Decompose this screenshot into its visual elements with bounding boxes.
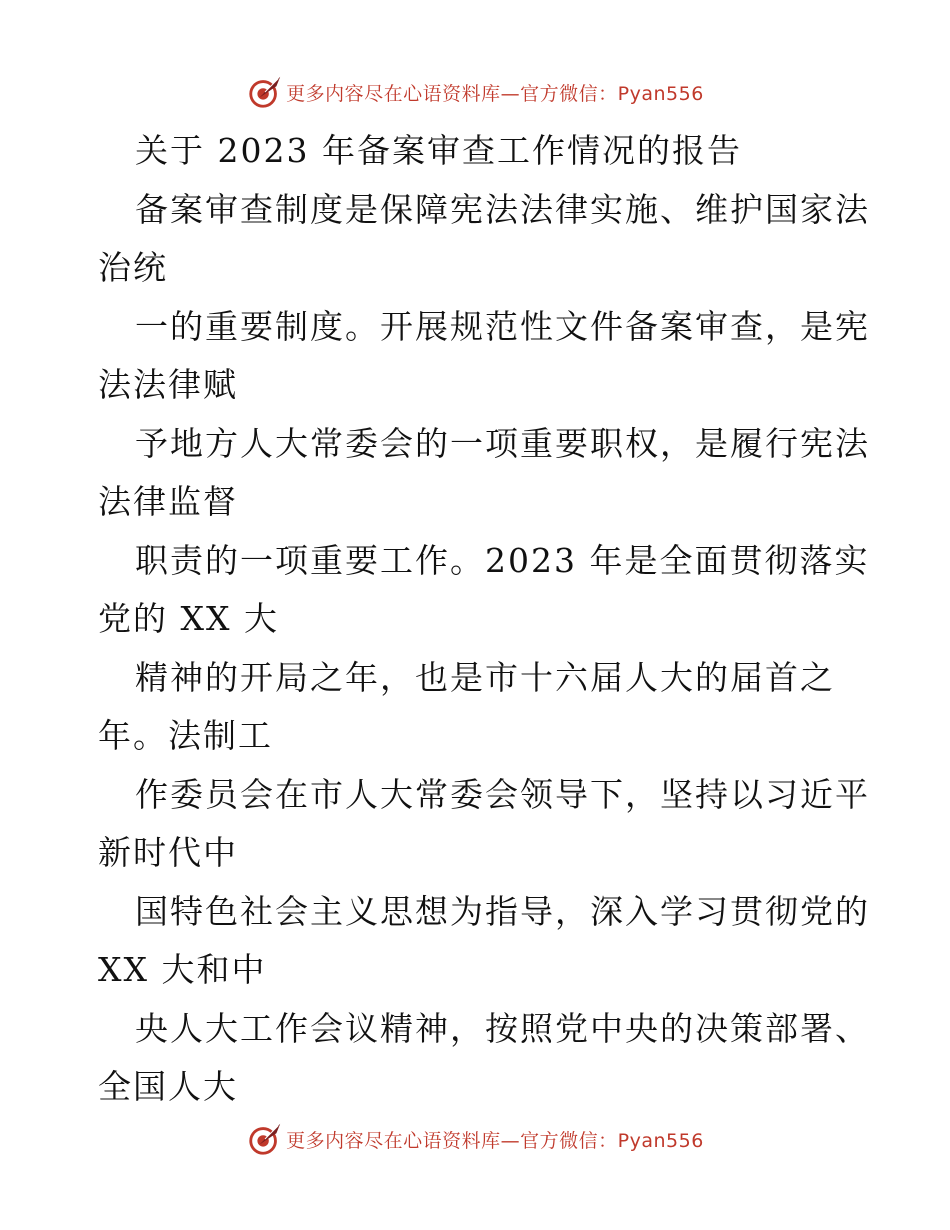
- paragraph-line: 全国人大: [98, 1067, 238, 1106]
- paragraph-line: 精神的开局之年，也是市十六届人大的届首之: [135, 657, 835, 697]
- paragraph-line: 央人大工作会议精神，按照党中央的决策部署、: [135, 1008, 870, 1048]
- document-body: [0, 122, 950, 1117]
- footer-banner: [0, 1117, 950, 1161]
- paragraph-line: 作委员会在市人大常委会领导下，坚持以习近平: [135, 774, 870, 814]
- paragraph-line: 治统: [98, 248, 168, 287]
- quill-pen-logo-icon: [246, 73, 284, 111]
- paragraph-line: 年。法制工: [98, 716, 273, 755]
- quill-pen-logo-icon: [246, 1120, 284, 1158]
- document-title: 关于 2023 年备案审查工作情况的报告: [135, 131, 742, 170]
- paragraph-line: 予地方人大常委会的一项重要职权，是履行宪法: [135, 423, 870, 463]
- paragraph-line: 新时代中: [98, 833, 238, 872]
- paragraph-line: 备案审查制度是保障宪法法律实施、维护国家法: [135, 189, 870, 229]
- paragraph-line: 职责的一项重要工作。2023 年是全面贯彻落实: [135, 540, 870, 580]
- banner-slogan: 更多内容尽在心语资料库—官方微信：Pyan556: [286, 82, 704, 105]
- paragraph-line: 法律监督: [98, 482, 238, 521]
- paragraph-line: 法法律赋: [98, 365, 238, 404]
- paragraph-line: 国特色社会主义思想为指导，深入学习贯彻党的: [135, 891, 870, 931]
- banner-slogan: 更多内容尽在心语资料库—官方微信：Pyan556: [286, 1129, 704, 1152]
- banner-wechat: 官方微信：Pyan556: [520, 1129, 704, 1152]
- paragraph-line: XX 大和中: [98, 950, 267, 989]
- paragraph-line: 一的重要制度。开展规范性文件备案审查，是宪: [135, 306, 870, 346]
- header-banner: [0, 70, 950, 114]
- banner-wechat: 官方微信：Pyan556: [520, 82, 704, 105]
- paragraph-line: 党的 XX 大: [98, 599, 279, 638]
